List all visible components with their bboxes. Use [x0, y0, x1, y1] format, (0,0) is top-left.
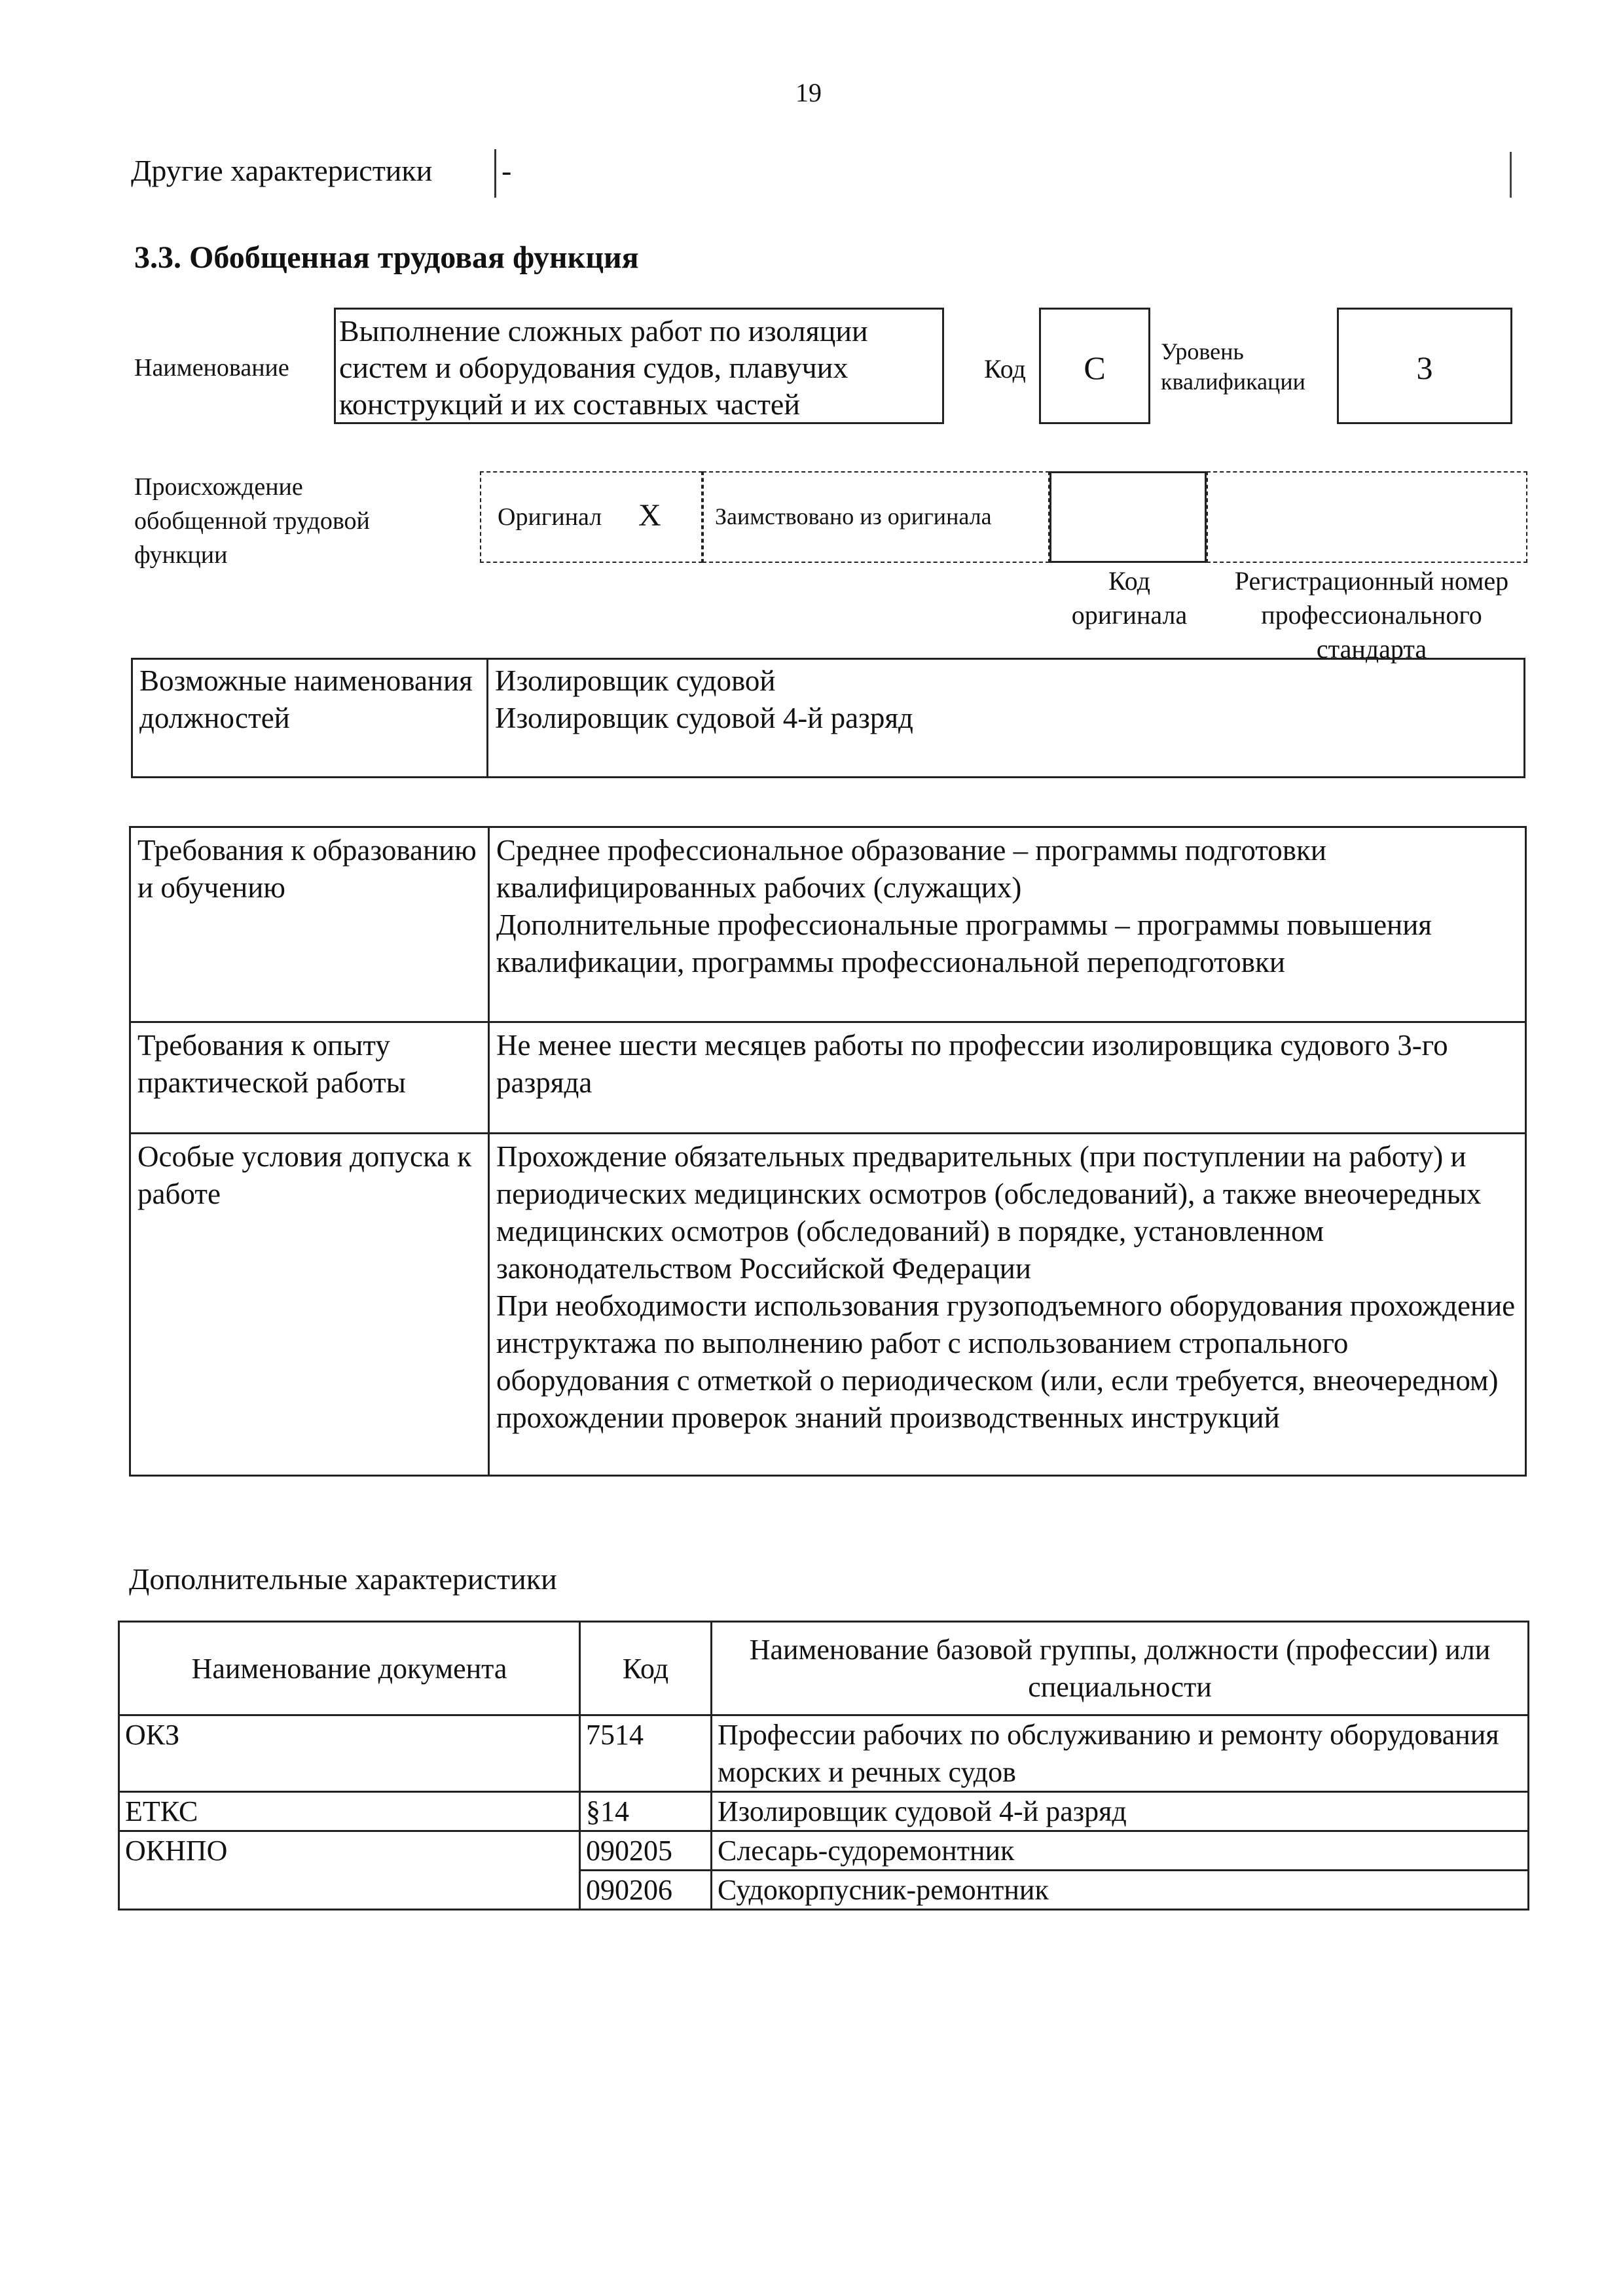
requirements-experience-label: Требования к опыту практической работы — [130, 1022, 489, 1134]
other-characteristics-value: - — [501, 154, 512, 187]
other-characteristics-label: Другие характеристики — [131, 154, 433, 187]
row-name: Слесарь-судоремонтник — [712, 1831, 1529, 1871]
row-doc: ОКЗ — [119, 1715, 580, 1792]
row-code: 7514 — [580, 1715, 712, 1792]
requirements-conditions-label: Особые условия допуска к работе — [130, 1134, 489, 1476]
function-name-value: Выполнение сложных работ по изоляции систем и оборудования судов, плавучих конструкций и их составных частей — [339, 314, 868, 421]
header-code: Код — [580, 1622, 712, 1715]
row-doc — [119, 1871, 580, 1910]
origin-label: Происхождение обобщенной трудовой функции — [134, 473, 370, 569]
table-row — [130, 1022, 1526, 1134]
code-value: C — [1084, 350, 1106, 386]
code-original-caption: Код оригинала — [1071, 566, 1188, 630]
other-characteristics-divider — [494, 149, 496, 198]
positions-table — [131, 658, 1525, 778]
positions-values: Изолировщик судовой Изолировщик судовой 4-й разряд — [488, 659, 1525, 778]
row-code: 090206 — [580, 1871, 712, 1910]
additional-heading: Дополнительные характеристики — [129, 1562, 557, 1596]
table-row — [130, 1134, 1526, 1476]
reg-number-caption: Регистрационный номер профессионального стандарта — [1234, 566, 1509, 664]
page-number: 19 — [795, 78, 822, 107]
qualification-level-value: 3 — [1416, 350, 1433, 386]
row-doc: ЕТКС — [119, 1792, 580, 1831]
table-row — [119, 1871, 1529, 1910]
requirements-experience-value: Не менее шести месяцев работы по профессии изолировщика судового 3-го разряда — [489, 1022, 1526, 1134]
borrowed-label: Заимствовано из оригинала — [715, 503, 992, 529]
additional-table — [118, 1621, 1529, 1910]
table-header-row — [119, 1622, 1529, 1715]
row-name: Изолировщик судовой 4-й разряд — [712, 1792, 1529, 1831]
requirements-education-label: Требования к образованию и обучению — [130, 827, 489, 1022]
requirements-conditions-value: Прохождение обязательных предварительных (при поступлении на работу) и периодических медицинских осмотров (обследований), а также внеочередных медицинских осмотров (обследований) в порядке, установленном законодательством Российской Федерации При необходимости использования грузоподъемного оборудования прохождение инструктажа по выполнению работ с использованием стропального оборудования с отметкой о периодическом (или, если требуется, внеочередном) прохождении проверок знаний производственных инструкций — [489, 1134, 1526, 1476]
header-base-group: Наименование базовой группы, должности (профессии) или специальности — [712, 1622, 1529, 1715]
requirements-education-value: Среднее профессиональное образование – программы подготовки квалифицированных рабочих (служащих) Дополнительные профессиональные программы – программы повышения квалификации, программы профессиональной переподготовки — [489, 827, 1526, 1022]
table-row — [119, 1715, 1529, 1792]
row-doc: ОКНПО — [119, 1831, 580, 1871]
original-label: Оригинал — [498, 503, 602, 531]
section-heading: 3.3. Обобщенная трудовая функция — [134, 240, 639, 275]
row-code: 090205 — [580, 1831, 712, 1871]
table-row — [130, 827, 1526, 1022]
header-document-name: Наименование документа — [119, 1622, 580, 1715]
reg-number-box — [1207, 471, 1527, 563]
original-mark: X — [638, 498, 661, 533]
name-label: Наименование — [134, 354, 289, 382]
code-original-box — [1049, 471, 1207, 563]
code-label: Код — [984, 354, 1026, 384]
requirements-table — [129, 826, 1527, 1477]
positions-label: Возможные наименования должностей — [132, 659, 488, 778]
qualification-level-label: Уровень квалификации — [1161, 338, 1305, 395]
row-name: Судокорпусник-ремонтник — [712, 1871, 1529, 1910]
row-code: §14 — [580, 1792, 712, 1831]
other-characteristics-right-border — [1510, 152, 1512, 198]
table-row — [119, 1792, 1529, 1831]
row-name: Профессии рабочих по обслуживанию и ремонту оборудования морских и речных судов — [712, 1715, 1529, 1792]
table-row — [119, 1831, 1529, 1871]
